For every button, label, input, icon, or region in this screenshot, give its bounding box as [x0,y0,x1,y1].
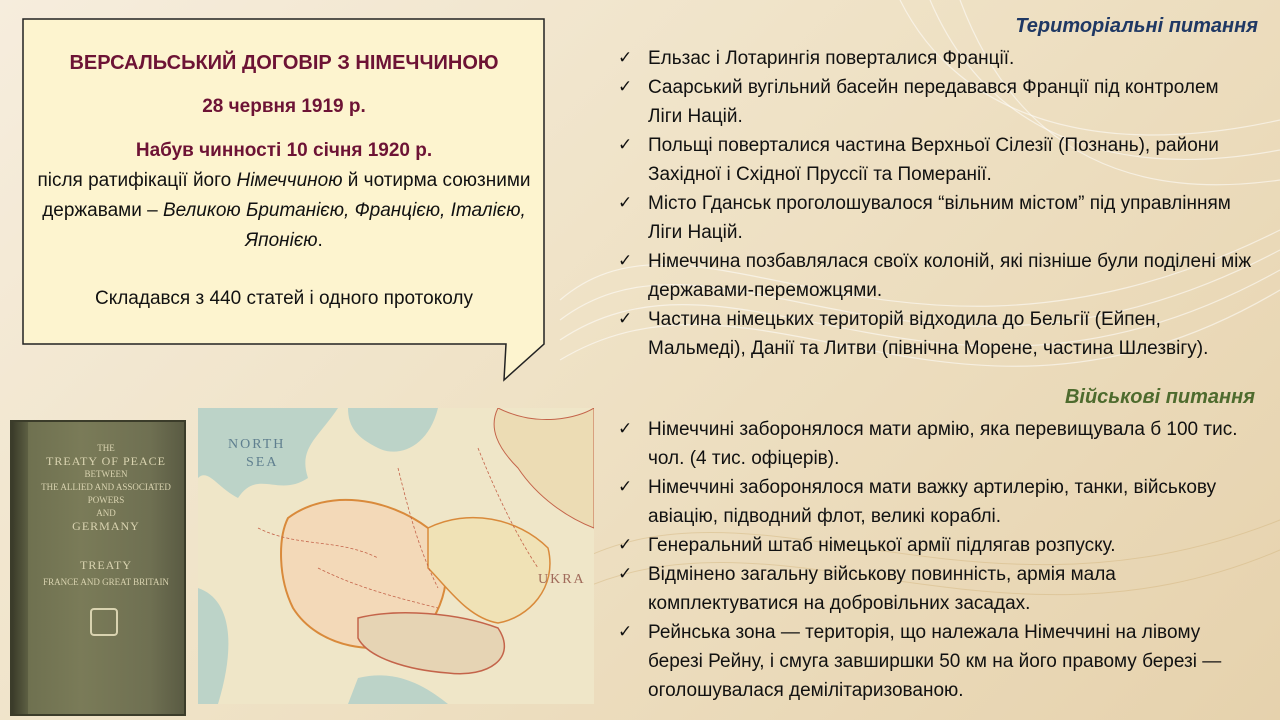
book-cover-text [36,442,176,589]
book-line: TREATY OF PEACE [46,454,166,468]
checkmark-icon: ✓ [618,251,633,271]
book-line: THE ALLIED AND ASSOCIATED POWERS [41,482,171,505]
list-item [616,189,1256,247]
list-item-text: Рейнська зона — територія, що належала Німеччині на лівому березі Рейну, і смуга завширшки 50 км на його правому березі — оголошувалася демілітаризованою. [648,622,1222,701]
checkmark-icon: ✓ [618,48,633,68]
treaty-callout [22,18,546,380]
list-item [616,531,1256,560]
checkmark-icon: ✓ [618,477,633,497]
ratify-text-2: й чотирма союзними державами – [42,170,531,221]
treaty-effective: Набув чинності 10 січня 1920 р. [135,140,433,161]
list-item [616,415,1256,473]
map-drawing [198,408,594,704]
list-item [616,618,1256,705]
checkmark-icon: ✓ [618,564,633,584]
military-list [616,415,1256,705]
list-item [616,473,1256,531]
treaty-book-image [10,420,186,716]
book-spine [12,422,28,714]
map-label-north: NORTH [228,437,286,452]
crest-icon [90,608,118,636]
checkmark-icon: ✓ [618,622,633,642]
ratify-germany: Німеччиною [236,170,343,191]
book-line: GERMANY [72,519,140,533]
list-item [616,44,1256,73]
europe-map-image [198,408,594,704]
list-item-text: Саарський вугільний басейн передавався Франції під контролем Ліги Націй. [648,77,1219,127]
list-item-text: Німеччині заборонялося мати важку артилерію, танки, військову авіацію, підводний флот, великі кораблі. [648,477,1217,527]
list-item-text: Німеччина позбавлялася своїх колоній, які пізніше були поділені між державами-переможцями. [648,251,1252,301]
treaty-articles: Складався з 440 статей і одного протоколу [94,288,474,309]
checkmark-icon: ✓ [618,419,633,439]
treaty-date: 28 червня 1919 р. [202,96,366,117]
list-item [616,247,1256,305]
treaty-ratification [30,166,538,256]
book-line: TREATY [80,558,132,572]
map-label-sea: SEA [246,455,279,470]
list-item [616,73,1256,131]
territorial-list [616,44,1256,363]
list-item-text: Польщі поверталися частина Верхньої Сілезії (Познань), райони Західної і Східної Пруссії та Померанії. [648,135,1219,185]
checkmark-icon: ✓ [618,77,633,97]
ratify-text-1: після ратифікації його [37,170,237,191]
territorial-title: Територіальні питання [1015,15,1258,37]
book-line: FRANCE AND GREAT BRITAIN [43,577,169,587]
list-item [616,560,1256,618]
ratify-states: Великою Британією, Францією, Італією, Японією [162,200,526,251]
list-item-text: Ельзас і Лотарингія поверталися Франції. [648,48,1015,69]
list-item [616,305,1256,363]
list-item-text: Німеччині заборонялося мати армію, яка перевищувала б 100 тис. чол. (4 тис. офіцерів). [648,419,1238,469]
checkmark-icon: ✓ [618,193,633,213]
map-label-ukra: UKRA [538,572,586,587]
list-item-text: Місто Гданськ проголошувалося “вільним містом” під управлінням Ліги Націй. [648,193,1231,243]
checkmark-icon: ✓ [618,135,633,155]
treaty-title: ВЕРСАЛЬСЬКИЙ ДОГОВІР З НІМЕЧЧИНОЮ [69,52,499,74]
book-line: AND [96,508,116,518]
military-title: Військові питання [1064,386,1255,408]
book-line: BETWEEN [84,469,128,479]
checkmark-icon: ✓ [618,309,633,329]
list-item-text: Генеральний штаб німецької армії підлягав розпуску. [648,535,1116,556]
book-line: THE [97,443,115,453]
list-item-text: Відмінено загальну військову повинність, армія мала комплектуватися на добровільних засадах. [648,564,1116,614]
checkmark-icon: ✓ [618,535,633,555]
list-item-text: Частина німецьких територій відходила до Бельгії (Ейпен, Мальмеді), Данії та Литви (північна Морене, частина Шлезвігу). [648,309,1209,359]
ratify-end: . [317,230,323,251]
list-item [616,131,1256,189]
